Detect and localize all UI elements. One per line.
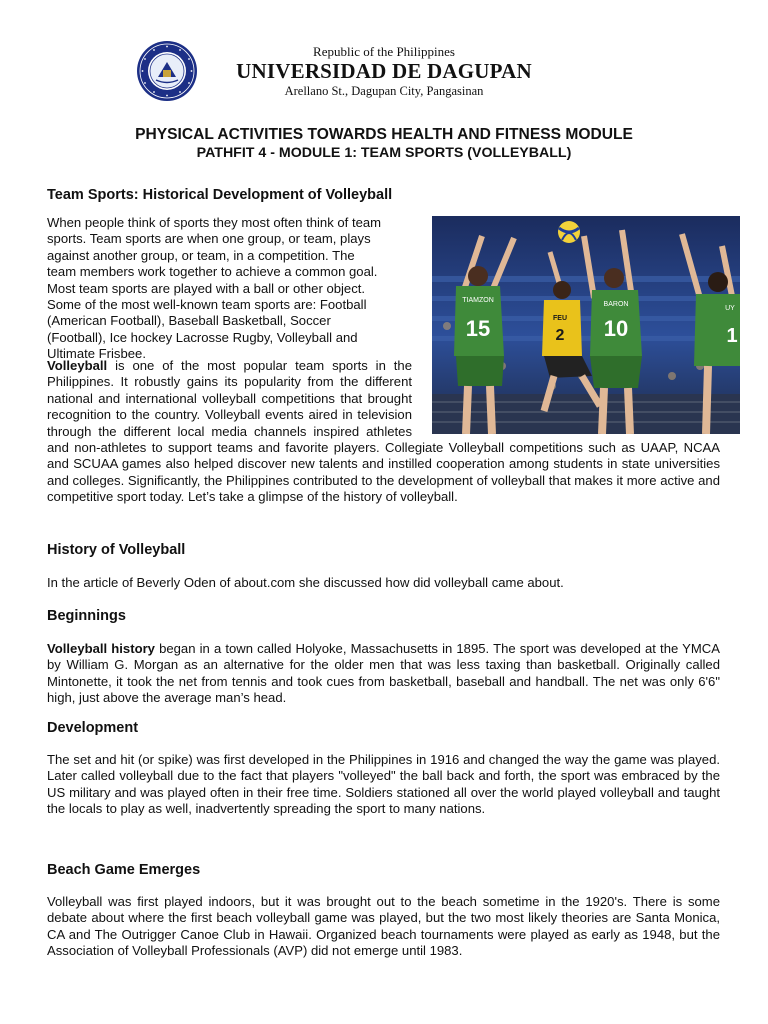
jersey-number-2: 2: [555, 327, 565, 344]
heading-beach-game: Beach Game Emerges: [47, 862, 201, 878]
paragraph-beginnings: [47, 641, 720, 707]
jersey-number-15: 15: [465, 316, 491, 341]
university-seal-icon: [136, 40, 198, 102]
bold-volleyball: Volleyball: [47, 358, 108, 373]
heading-development: Development: [47, 720, 139, 736]
letterhead-university: UNIVERSIDAD DE DAGUPAN: [236, 59, 532, 83]
jersey-name-feu: FEU: [553, 315, 567, 322]
jersey-name-uy: UY: [725, 305, 735, 312]
paragraph-beginnings-rest: began in a town called Holyoke, Massachusetts in 1895. The sport was developed at the YMCA by William G. Morgan as an alternative for the older men that was less taxing than basketball. Originally called Mintonette, it took the net from tennis and took cues from basketball, baseball and handball. The net was only 6'6" high, just above the average man’s head.: [47, 641, 720, 706]
module-subtitle: PATHFIT 4 - MODULE 1: TEAM SPORTS (VOLLEYBALL): [196, 145, 572, 161]
letterhead-republic: Republic of the Philippines: [313, 44, 455, 59]
jersey-name-tiamzon: TIAMZON: [462, 297, 494, 304]
bold-volleyball-history: Volleyball history: [47, 641, 155, 656]
volleyball-game-photo: [432, 216, 740, 434]
paragraph-team-sports: When people think of sports they most often think of team sports. Team sports are when one group, or team, plays against another group, or team, in a competition. The team members work together to achieve a common goal. Most team sports are played with a ball or other object. Some of the most well-known team sports are: Football (American Football), Baseball Basketball, Soccer (Football), Ice hockey Lacrosse Rugby, Volleyball and Ultimate Frisbee.: [47, 215, 382, 362]
letterhead-address: Arellano St., Dagupan City, Pangasinan: [284, 84, 484, 98]
heading-beginnings: Beginnings: [47, 608, 126, 624]
jersey-number-1: 1: [726, 325, 738, 347]
jersey-number-10: 10: [603, 316, 629, 341]
paragraph-volleyball-rest: is one of the most popular team sports in the Philippines. It robustly gains its popularity from the different national and international volleyball competitions that brought recognition to the country. Volleyball events aired in television through the different local media channels inspired athletes and non-athletes to support teams and favorite players. Collegiate Volleyball competitions such as UAAP, NCAA and SCUAA games also helped discover new talents and instilled cooperation among students in state universities and colleges. Significantly, the Philippines contributed to the development of volleyball that makes it more active and competitive sport today. Let’s take a glimpse of the history of volleyball.: [47, 358, 720, 505]
paragraph-beach-game: Volleyball was first played indoors, but it was brought out to the beach sometime in the 1920's. There is some debate about where the first beach volleyball game was played, but the two most likely theories are Santa Monica, CA and The Outrigger Canoe Club in Hawaii. Organized beach tournaments were played as early as 1948, but the Association of Volleyball Professionals (AVP) did not emerge until 1983.: [47, 894, 720, 959]
paragraph-history: In the article of Beverly Oden of about.com she discussed how did volleyball came about.: [47, 575, 564, 590]
heading-historical-development: Team Sports: Historical Development of Volleyball: [47, 187, 393, 203]
heading-history: History of Volleyball: [47, 542, 186, 558]
jersey-name-baron: BARON: [603, 301, 629, 308]
paragraph-development: The set and hit (or spike) was first developed in the Philippines in 1916 and changed the way the game was played. Later called volleyball due to the fact that players "volleyed" the ball back and forth, the sport was embraced by the US military and was played often in their free time. Soldiers stationed all over the world played volleyball and taught the locals to play as well, inadvertently spreading the sport to many nations.: [47, 752, 720, 817]
module-title: PHYSICAL ACTIVITIES TOWARDS HEALTH AND FITNESS MODULE: [135, 126, 633, 143]
